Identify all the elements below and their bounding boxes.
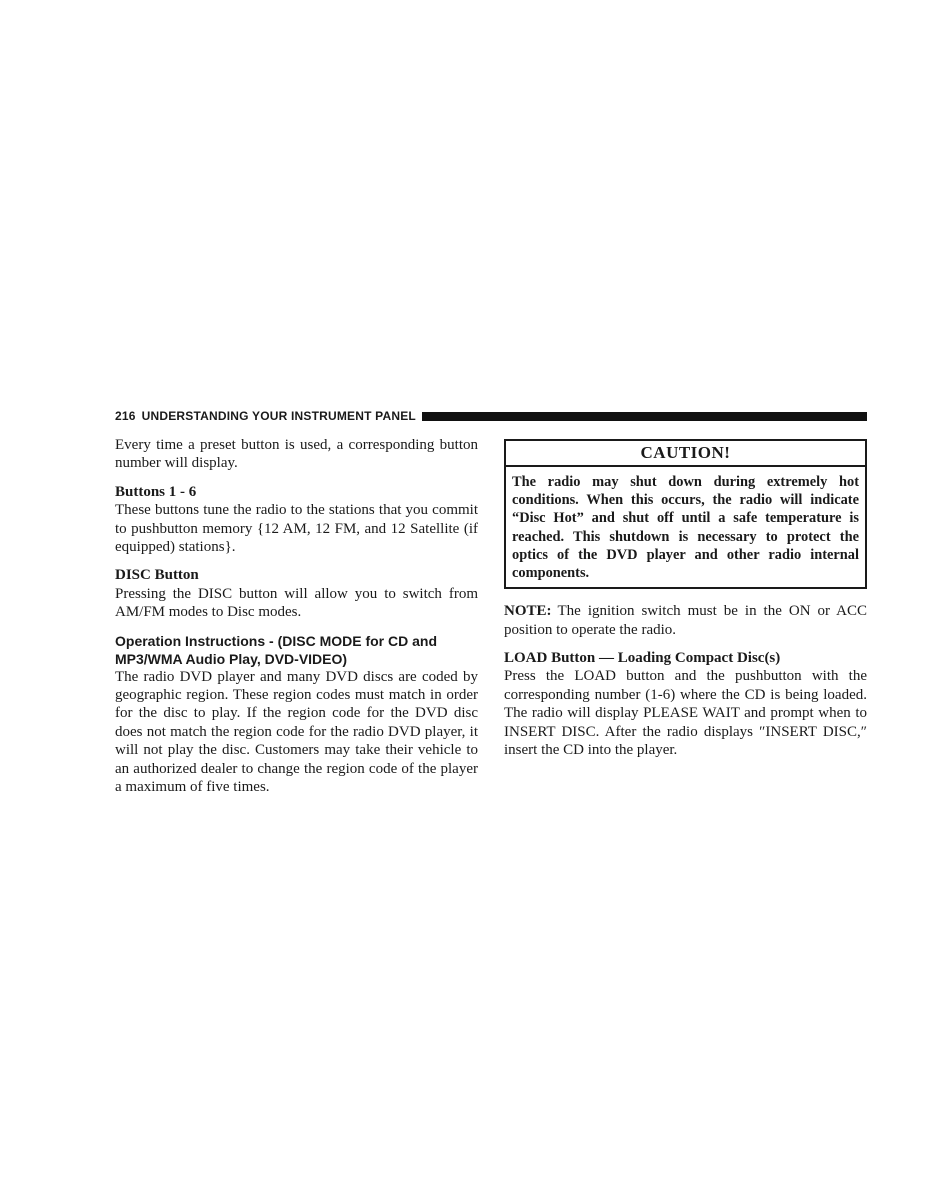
buttons-paragraph: These buttons tune the radio to the stations that you commit to pushbutton memory {12 AM, 12 FM, and 12 Satellite (if equipped) stations}. — [115, 502, 478, 556]
operation-paragraph: The radio DVD player and many DVD discs are coded by geographic region. These region codes must match in order for the disc to play. If the region code for the DVD disc does not match the region code for the radio DVD player, it will not play the disc. Customers may take their vehicle to an authorized dealer to change the region code of the player a maximum of five times. — [115, 668, 478, 796]
caution-title: CAUTION! — [506, 441, 865, 467]
load-paragraph: Press the LOAD button and the pushbutton with the corresponding number (1-6) where the CD is being loaded. The radio will display PLEASE WAIT and prompt when to INSERT DISC. After the radio displays ″INSERT DISC,″ insert the CD into the player. — [504, 668, 867, 759]
note-label: NOTE: — [504, 603, 552, 620]
disc-heading: DISC Button — [115, 567, 199, 584]
disc-paragraph: Pressing the DISC button will allow you to switch from AM/FM modes to Disc modes. — [115, 585, 478, 621]
caution-box — [504, 439, 867, 589]
right-column — [504, 436, 867, 759]
operation-heading: Operation Instructions - (DISC MODE for CD and MP3/WMA Audio Play, DVD-VIDEO) — [115, 632, 438, 667]
header-rule — [422, 412, 867, 421]
note-paragraph — [504, 602, 867, 639]
page-header — [115, 408, 867, 424]
note-text: The ignition switch must be in the ON or ACC position to operate the radio. — [504, 603, 867, 638]
left-column — [115, 436, 478, 797]
load-heading: LOAD Button — Loading Compact Disc(s) — [504, 650, 781, 667]
page-number: 216 — [115, 409, 136, 423]
intro-paragraph: Every time a preset button is used, a corresponding button number will display. — [115, 437, 478, 472]
caution-text: The radio may shut down during extremely hot conditions. When this occurs, the radio will indicate “Disc Hot” and shut off until a safe temperature is reached. This shutdown is necessary to protect the optics of the DVD player and other radio internal components. — [512, 474, 859, 582]
buttons-heading: Buttons 1 - 6 — [115, 483, 197, 500]
section-title: UNDERSTANDING YOUR INSTRUMENT PANEL — [141, 409, 416, 423]
